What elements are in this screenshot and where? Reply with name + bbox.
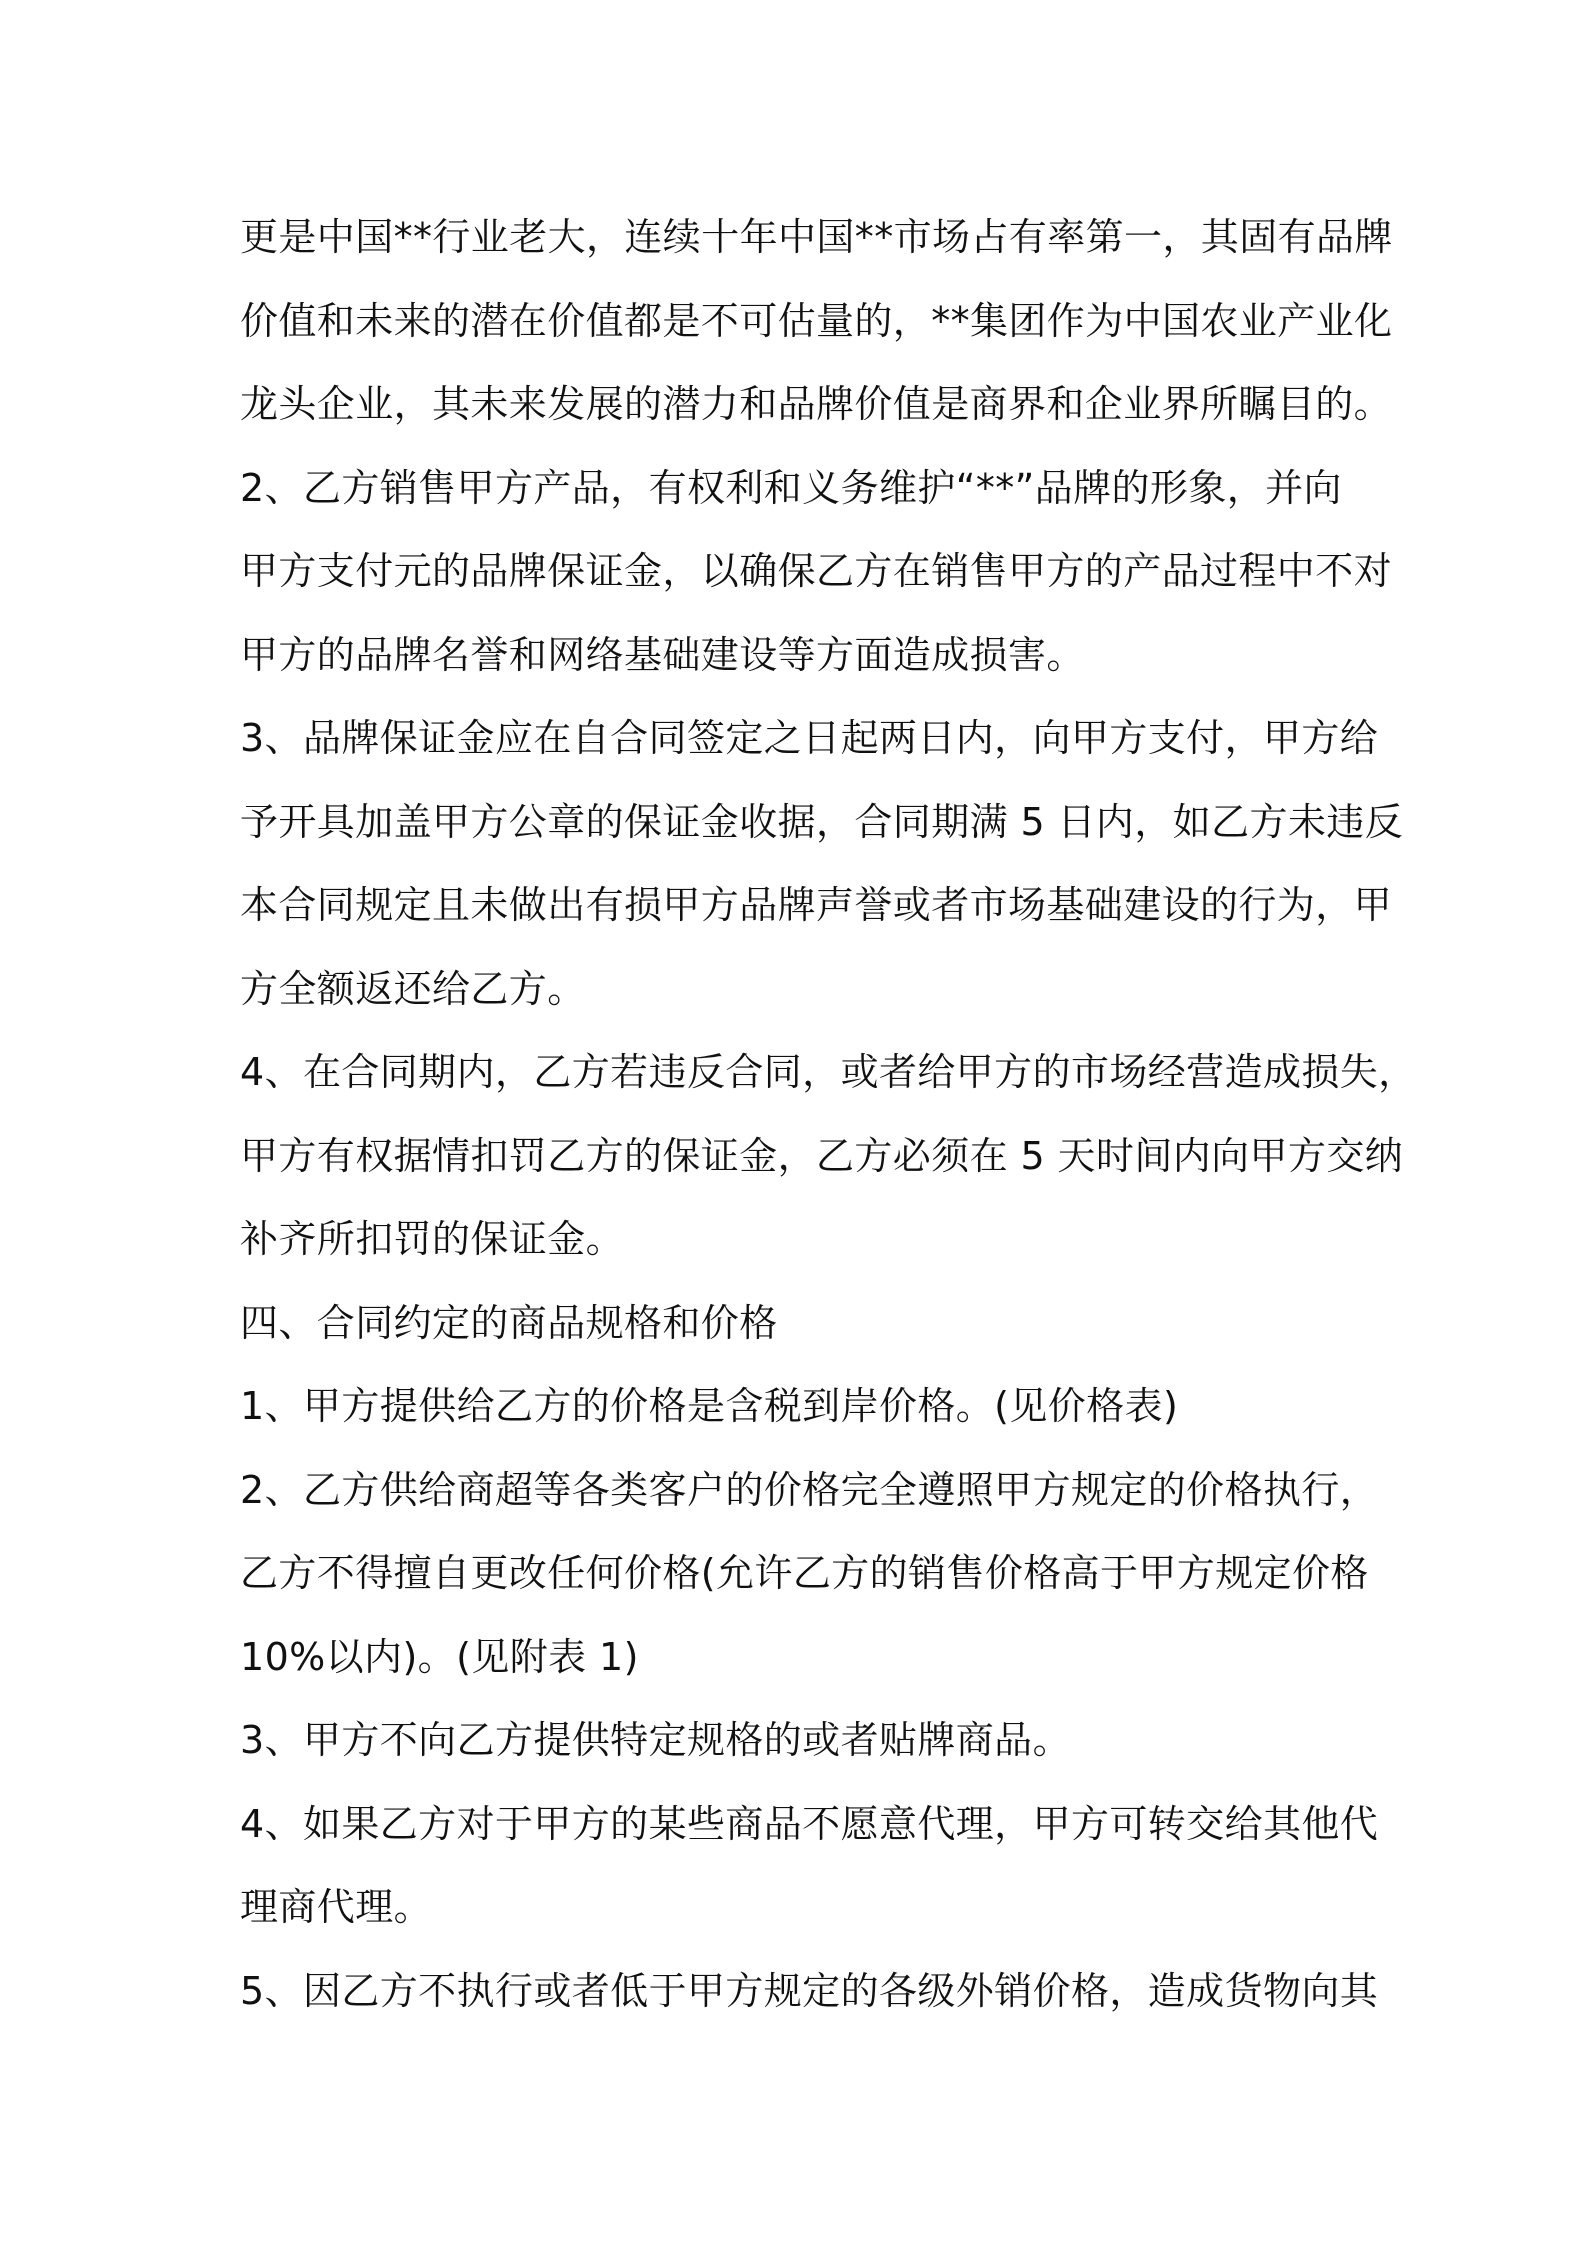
text-line: 予开具加盖甲方公章的保证金收据，合同期满 5 日内，如乙方未违反 <box>240 799 1404 844</box>
text-line: 3、甲方不向乙方提供特定规格的或者贴牌商品。 <box>240 1718 1071 1762</box>
text-line: 甲方的品牌名誉和网络基础建设等方面造成损害。 <box>240 632 1085 677</box>
text-line: 甲方支付元的品牌保证金，以确保乙方在销售甲方的产品过程中不对 <box>240 549 1393 593</box>
text-line: 龙头企业，其未来发展的潜力和品牌价值是商界和企业界所瞩目的。 <box>240 382 1393 426</box>
text-line: 价值和未来的潜在价值都是不可估量的，**集团作为中国农业产业化 <box>240 298 1393 343</box>
text-line: 2、乙方供给商超等各类客户的价格完全遵照甲方规定的价格执行， <box>240 1467 1379 1512</box>
text-line: 甲方有权据情扣罚乙方的保证金，乙方必须在 5 天时间内向甲方交纳 <box>240 1133 1404 1178</box>
text-line: 2、乙方销售甲方产品，有权利和义务维护“**”品牌的形象，并向 <box>240 465 1342 510</box>
text-line: 理商代理。 <box>240 1885 433 1929</box>
text-line: 10%以内)。(见附表 1) <box>240 1634 639 1679</box>
document-body <box>240 196 1417 2033</box>
text-line: 5、因乙方不执行或者低于甲方规定的各级外销价格，造成货物向其 <box>240 1968 1379 2013</box>
text-line: 方全额返还给乙方。 <box>240 966 586 1011</box>
text-line: 更是中国**行业老大，连续十年中国**市场占有率第一，其固有品牌 <box>240 215 1393 259</box>
text-line: 4、在合同期内，乙方若违反合同，或者给甲方的市场经营造成损失， <box>240 1050 1417 1094</box>
text-line: 1、甲方提供给乙方的价格是含税到岸价格。(见价格表) <box>240 1384 1179 1428</box>
text-line: 本合同规定且未做出有损甲方品牌声誉或者市场基础建设的行为，甲 <box>240 883 1393 927</box>
section-heading: 四、合同约定的商品规格和价格 <box>240 1300 778 1345</box>
text-line: 3、品牌保证金应在自合同签定之日起两日内，向甲方支付，甲方给 <box>240 716 1379 760</box>
text-line: 4、如果乙方对于甲方的某些商品不愿意代理，甲方可转交给其他代 <box>240 1801 1379 1846</box>
text-line: 补齐所扣罚的保证金。 <box>240 1217 625 1261</box>
text-line: 乙方不得擅自更改任何价格(允许乙方的销售价格高于甲方规定价格 <box>240 1551 1369 1595</box>
